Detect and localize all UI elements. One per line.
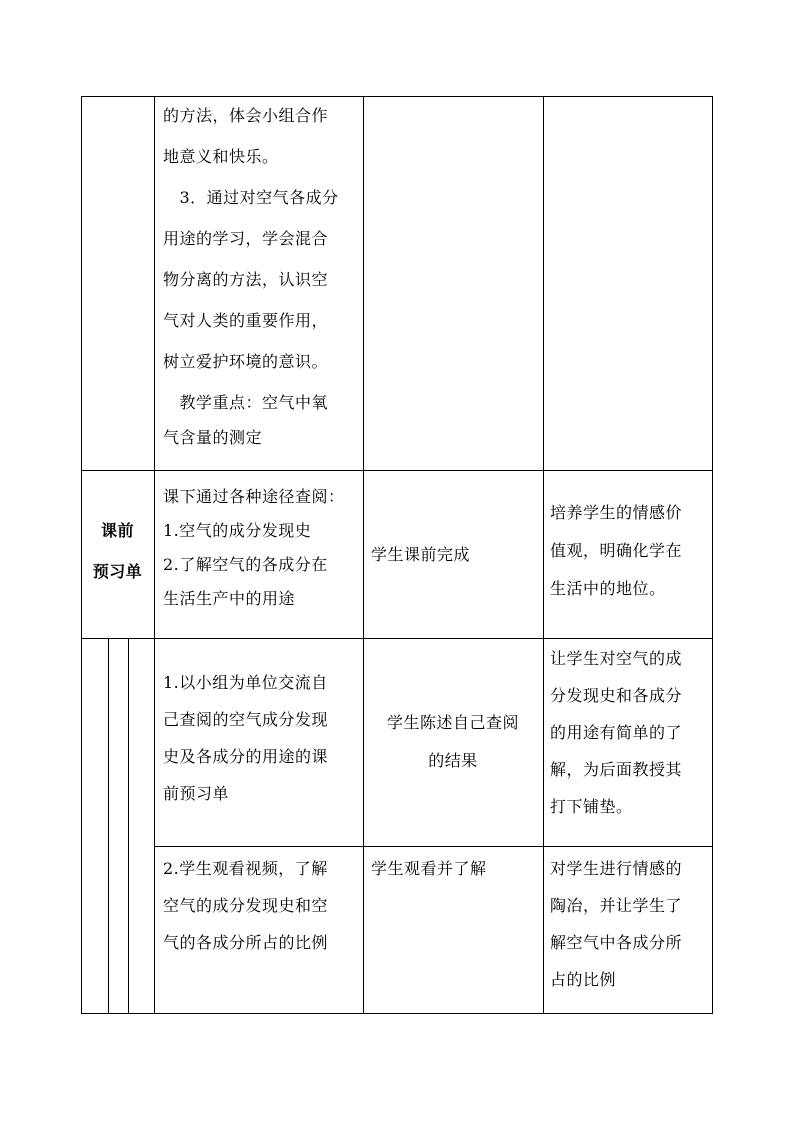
objectives-line: 气对人类的重要作用， <box>163 311 329 330</box>
student-activity-line: 学生陈述自己查阅 <box>386 713 519 732</box>
student-activity-text: 学生课前完成 <box>371 545 471 564</box>
intent-line: 占的比例 <box>550 970 617 989</box>
intent-line: 值观，明确化学在 <box>550 541 683 560</box>
video-student-activity <box>371 853 487 884</box>
intent-line: 分发现史和各成分 <box>550 686 683 705</box>
student-activity-line: 的结果 <box>428 751 478 770</box>
intent-line: 生活中的地位。 <box>550 579 666 598</box>
objectives-line: 气含量的测定 <box>163 428 263 447</box>
preview-student-activity <box>371 539 470 570</box>
content-line: 空气的成分发现史和空 <box>163 896 329 915</box>
table-border-top <box>81 96 713 97</box>
intent-line: 陶冶，并让学生了 <box>550 896 683 915</box>
student-activity-text: 学生观看并了解 <box>371 859 487 878</box>
stage-subdivider-1 <box>108 638 109 1014</box>
content-line: 课下通过各种途径查阅： <box>163 487 345 506</box>
video-content-cell <box>163 853 328 958</box>
intent-line: 打下铺垫。 <box>550 797 633 816</box>
stage-label-preview <box>81 515 154 587</box>
content-line: 史及各成分的用途的课 <box>163 747 329 766</box>
objectives-line: 教学重点：空气中氧 <box>163 393 329 412</box>
stage-label-line: 预习单 <box>92 562 143 581</box>
intent-line: 让学生对空气的成 <box>550 649 683 668</box>
objectives-line: 物分离的方法，认识空 <box>163 270 329 289</box>
intent-line: 解，为后面教授其 <box>550 760 683 779</box>
objectives-line: 地意义和快乐。 <box>163 147 279 166</box>
content-line: 气的各成分所占的比例 <box>163 933 329 952</box>
row-divider-2 <box>81 638 713 639</box>
intent-line: 对学生进行情感的 <box>550 859 683 878</box>
preview-content-cell <box>163 481 345 614</box>
exchange-design-intent <box>550 643 682 822</box>
table-border-bottom <box>81 1013 713 1014</box>
content-line: 2.了解空气的各成分在 <box>163 555 328 574</box>
stage-subdivider-2 <box>128 638 129 1014</box>
stage-label-line: 课前 <box>100 521 134 540</box>
column-divider-2 <box>363 96 364 1014</box>
column-divider-3 <box>543 96 544 1014</box>
objectives-line: 的方法，体会小组合作 <box>163 106 329 125</box>
objectives-line: 树立爱护环境的意识。 <box>163 352 329 371</box>
content-line: 1.空气的成分发现史 <box>163 521 312 540</box>
exchange-content-cell <box>163 667 328 809</box>
content-line: 2.学生观看视频，了解 <box>163 859 328 878</box>
row-divider-1 <box>81 470 713 471</box>
intent-line: 解空气中各成分所 <box>550 933 683 952</box>
table-border-right <box>712 96 713 1014</box>
video-design-intent <box>550 853 682 995</box>
content-line: 前预习单 <box>163 784 230 803</box>
column-divider-1 <box>154 96 155 1014</box>
content-line: 生活生产中的用途 <box>163 589 296 608</box>
objectives-cell <box>163 100 339 453</box>
intent-line: 培养学生的情感价 <box>550 503 683 522</box>
content-line: 1.以小组为单位交流自 <box>163 673 328 692</box>
intent-line: 的用途有简单的了 <box>550 723 683 742</box>
preview-design-intent <box>550 497 682 604</box>
lesson-plan-table <box>81 96 713 1014</box>
exchange-student-activity <box>363 707 543 776</box>
content-line: 己查阅的空气成分发现 <box>163 710 329 729</box>
objectives-line: 3．通过对空气各成分 <box>163 188 339 207</box>
row-divider-3 <box>154 846 713 847</box>
objectives-line: 用途的学习，学会混合 <box>163 229 329 248</box>
